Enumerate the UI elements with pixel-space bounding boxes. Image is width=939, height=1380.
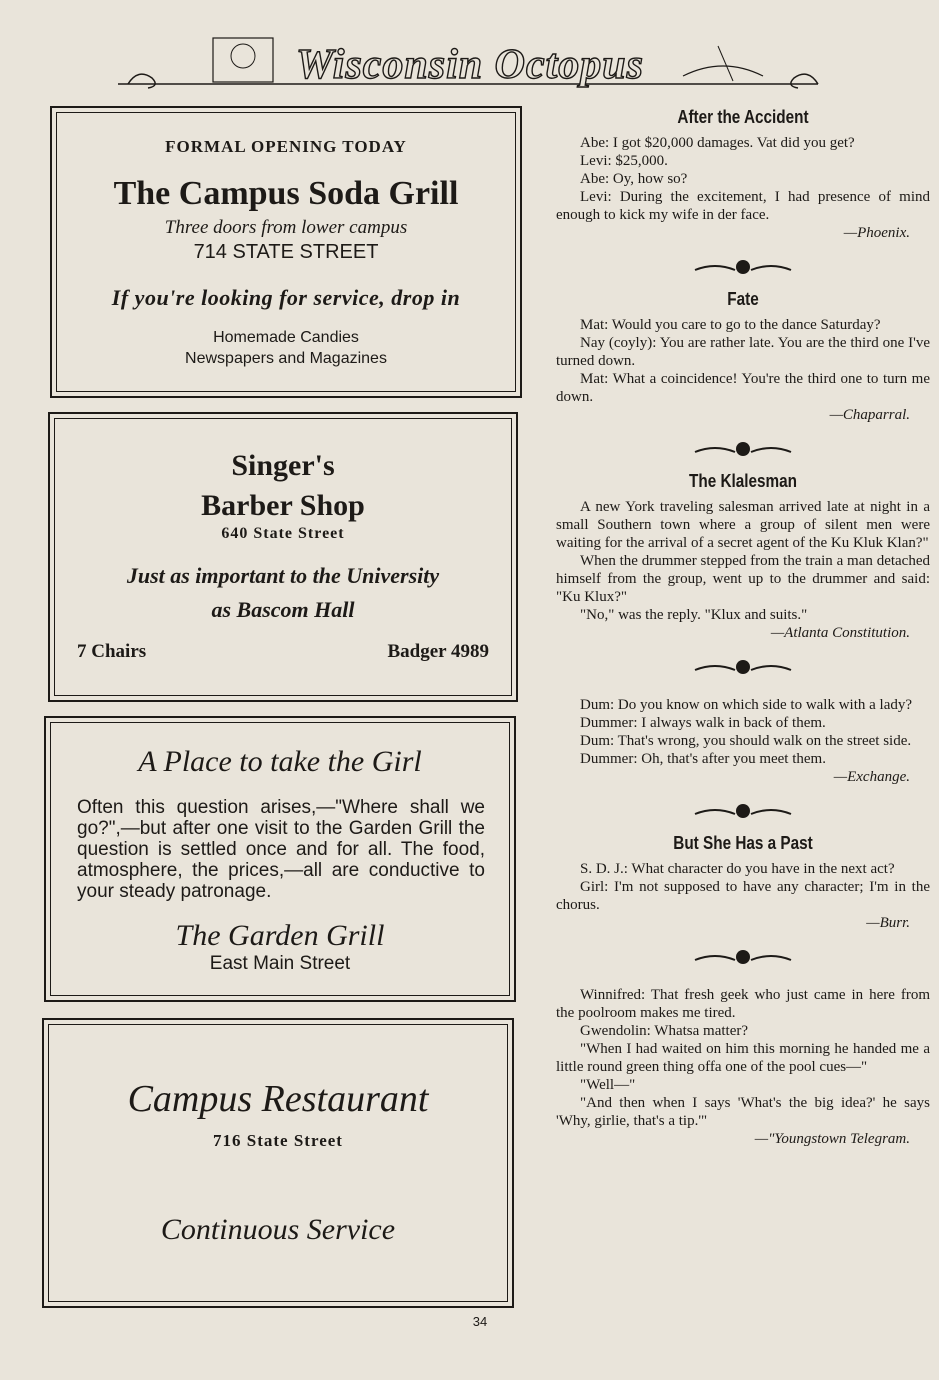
ad-location: Three doors from lower campus — [164, 217, 408, 238]
ad-address: East Main Street — [209, 953, 351, 974]
divider-ornament-icon — [693, 946, 793, 968]
joke-line: Nay (coyly): You are rather late. You are the third one I've turned down. — [556, 335, 930, 369]
ad-item: Newspapers and Magazines — [185, 350, 387, 367]
ad-slogan: Just as important to the University — [126, 563, 440, 588]
joke-source: —"Youngstown Telegram. — [754, 1131, 910, 1147]
joke — [556, 834, 930, 932]
joke-title: But She Has a Past — [673, 833, 813, 853]
joke-source: —Atlanta Constitution. — [770, 625, 910, 641]
joke-line: Winnifred: That fresh geek who just came in here from the poolroom makes me tired. — [556, 987, 930, 1021]
ad-slogan: as Bascom Hall — [211, 597, 355, 622]
ad-address: 714 STATE STREET — [193, 241, 379, 263]
ad-garden-grill-frame — [50, 722, 510, 996]
ad-phone: Badger 4989 — [387, 641, 489, 662]
joke-line: "Well—" — [580, 1077, 636, 1093]
joke-line: "No," was the reply. "Klux and suits." — [580, 607, 808, 623]
joke — [556, 290, 930, 424]
joke-line: Dum: Do you know on which side to walk with a lady? — [580, 697, 913, 713]
joke-line: "When I had waited on him this morning he handed me a little round green thing offa one of the pool cues—" — [556, 1041, 930, 1075]
divider-ornament-icon — [693, 656, 793, 678]
joke-line: Abe: Oy, how so? — [580, 171, 688, 187]
masthead-title: Wisconsin Octopus — [295, 42, 645, 88]
ad-body: Often this question arises,—"Where shall we go?",—but after one visit to the Garden Grill the question is settled once and for all. The food, atmosphere, the prices,—all are conductive to your steady patronage. — [77, 797, 485, 902]
joke-line: Abe: I got $20,000 damages. Vat did you get? — [580, 135, 855, 151]
joke-line: Mat: What a coincidence! You're the third one to turn me down. — [556, 371, 930, 405]
ad-business-name: The Garden Grill — [175, 919, 385, 952]
ad-business-name: The Campus Soda Grill — [113, 175, 459, 212]
ad-chairs: 7 Chairs — [77, 641, 147, 662]
joke-title: After the Accident — [677, 107, 809, 127]
joke-line: "And then when I says 'What's the big idea?' he says 'Why, girlie, that's a tip.'" — [556, 1095, 930, 1129]
joke-column — [556, 108, 930, 1148]
ad-barber-shop — [48, 412, 518, 702]
joke-line: Dummer: Oh, that's after you meet them. — [580, 751, 826, 767]
joke-line: Dummer: I always walk in back of them. — [580, 715, 826, 731]
joke-line: Gwendolin: Whatsa matter? — [580, 1023, 749, 1039]
joke — [556, 108, 930, 242]
joke-line: Girl: I'm not supposed to have any character; I'm in the chorus. — [556, 879, 930, 913]
joke-line: Levi: $25,000. — [580, 153, 668, 169]
divider-ornament-icon — [693, 438, 793, 460]
ad-address: 716 State Street — [213, 1131, 343, 1150]
joke-title: Fate — [727, 289, 759, 309]
ad-slogan: If you're looking for service, drop in — [111, 285, 461, 310]
joke-line: Dum: That's wrong, you should walk on the street side. — [580, 733, 912, 749]
joke-source: —Chaparral. — [829, 407, 910, 423]
joke — [556, 696, 930, 786]
joke — [556, 472, 930, 642]
joke-title: The Klalesman — [688, 471, 797, 491]
page-number: 34 — [472, 1314, 488, 1329]
ad-barber-shop-frame — [54, 418, 512, 696]
ad-slogan: Continuous Service — [160, 1213, 396, 1246]
ad-item: Homemade Candies — [213, 329, 359, 346]
joke-source: —Phoenix. — [843, 225, 910, 241]
ad-soda-grill — [50, 106, 522, 398]
divider-ornament-icon — [693, 256, 793, 278]
ad-address: 640 State Street — [221, 525, 345, 542]
ad-garden-grill — [44, 716, 516, 1002]
ad-campus-restaurant — [42, 1018, 514, 1308]
ad-business-name: Singer's — [231, 449, 335, 482]
joke-source: —Burr. — [866, 915, 910, 931]
joke-line: A new York traveling salesman arrived late at night in a small Southern town where a group of silent men were waiting for the arrival of a secret agent of the Ku Kluk Klan?" — [556, 499, 930, 551]
joke-line: S. D. J.: What character do you have in the next act? — [580, 861, 895, 877]
divider-ornament-icon — [693, 800, 793, 822]
joke-line: Mat: Would you care to go to the dance Saturday? — [580, 317, 881, 333]
ad-business-name: Campus Restaurant — [127, 1078, 429, 1120]
ad-business-name: Barber Shop — [201, 489, 365, 522]
joke-source: —Exchange. — [833, 769, 910, 785]
ad-headline: FORMAL OPENING TODAY — [165, 137, 407, 156]
joke-line: Levi: During the excitement, I had presence of mind enough to kick my wife in der face. — [556, 189, 930, 223]
joke — [556, 986, 930, 1148]
ad-soda-grill-frame — [56, 112, 516, 392]
joke-line: When the drummer stepped from the train a man detached himself from the group, went up to the drummer and said: "Ku Klux?" — [556, 553, 930, 605]
ad-headline: A Place to take the Girl — [138, 745, 422, 778]
ad-campus-restaurant-frame — [48, 1024, 508, 1302]
